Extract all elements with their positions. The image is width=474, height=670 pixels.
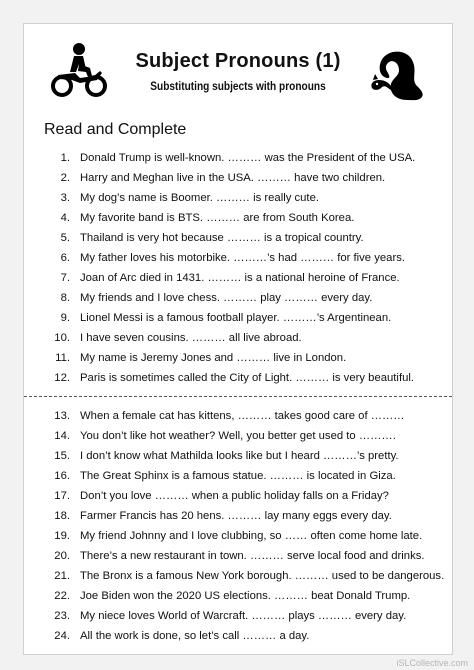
item-number: 23. bbox=[54, 610, 70, 622]
item-text: All the work is done, so let’s call ……… a day. bbox=[80, 630, 310, 642]
item-text: The Great Sphinx is a famous statue. ……… is located in Giza. bbox=[80, 470, 396, 482]
item-number: 5. bbox=[60, 232, 70, 244]
worksheet-header bbox=[24, 24, 452, 104]
exercise-item bbox=[24, 606, 452, 626]
exercise-item bbox=[24, 626, 452, 646]
exercise-item bbox=[24, 566, 452, 586]
exercise-item bbox=[24, 268, 452, 288]
exercise-item bbox=[24, 446, 452, 466]
item-number: 14. bbox=[54, 430, 70, 442]
exercise-item bbox=[24, 328, 452, 348]
item-number: 9. bbox=[60, 312, 70, 324]
item-number: 2. bbox=[60, 172, 70, 184]
item-number: 22. bbox=[54, 590, 70, 602]
item-number: 6. bbox=[60, 252, 70, 264]
item-number: 18. bbox=[54, 510, 70, 522]
item-text: Thailand is very hot because ……… is a tropical country. bbox=[80, 232, 364, 244]
item-text: You don’t like hot weather? Well, you better get used to ………. bbox=[80, 430, 396, 442]
item-text: I don’t know what Mathilda looks like but I heard ………’s pretty. bbox=[80, 450, 399, 462]
item-text: I have seven cousins. ……… all live abroad. bbox=[80, 332, 302, 344]
exercise-item bbox=[24, 168, 452, 188]
exercise-item bbox=[24, 348, 452, 368]
exercise-item bbox=[24, 406, 452, 426]
exercise-item bbox=[24, 526, 452, 546]
item-text: Harry and Meghan live in the USA. ……… have two children. bbox=[80, 172, 386, 184]
exercise-item bbox=[24, 308, 452, 328]
item-number: 21. bbox=[54, 570, 70, 582]
item-text: My dog’s name is Boomer. ……… is really cute. bbox=[80, 192, 319, 204]
exercise-item bbox=[24, 546, 452, 566]
exercise-item bbox=[24, 188, 452, 208]
item-number: 12. bbox=[54, 372, 70, 384]
worksheet bbox=[23, 23, 453, 655]
item-number: 16. bbox=[54, 470, 70, 482]
item-text: Joe Biden won the 2020 US elections. ……… beat Donald Trump. bbox=[80, 590, 411, 602]
item-text: My friends and I love chess. ……… play ……… every day. bbox=[80, 292, 373, 304]
item-number: 11. bbox=[55, 352, 70, 364]
item-text: Lionel Messi is a famous football player. ………’s Argentinean. bbox=[80, 312, 392, 324]
worksheet-subtitle: Substituting subjects with pronouns bbox=[150, 81, 326, 93]
exercise-item bbox=[24, 426, 452, 446]
item-number: 4. bbox=[60, 212, 70, 224]
exercise-item bbox=[24, 228, 452, 248]
exercise-item bbox=[24, 288, 452, 308]
item-number: 24. bbox=[54, 630, 70, 642]
item-number: 13. bbox=[54, 410, 70, 422]
exercise-item bbox=[24, 466, 452, 486]
item-number: 19. bbox=[54, 530, 70, 542]
exercise-item bbox=[24, 248, 452, 268]
section-divider bbox=[24, 396, 452, 397]
item-number: 1. bbox=[60, 152, 70, 164]
exercise-item bbox=[24, 208, 452, 228]
item-text: My name is Jeremy Jones and ……… live in London. bbox=[80, 352, 347, 364]
item-text: My favorite band is BTS. ……… are from South Korea. bbox=[80, 212, 355, 224]
item-text: The Bronx is a famous New York borough. ……… used to be dangerous. bbox=[80, 570, 445, 582]
exercise-item bbox=[24, 368, 452, 388]
instructions-heading: Read and Complete bbox=[44, 121, 187, 138]
item-text: Donald Trump is well-known. ……… was the President of the USA. bbox=[80, 152, 416, 164]
item-text: My friend Johnny and I love clubbing, so …… often come home late. bbox=[80, 530, 423, 542]
item-text: Farmer Francis has 20 hens. ……… lay many eggs every day. bbox=[80, 510, 392, 522]
item-text: Paris is sometimes called the City of Light. ……… is very beautiful. bbox=[80, 372, 415, 384]
exercise-item bbox=[24, 506, 452, 526]
item-number: 7. bbox=[60, 272, 70, 284]
item-number: 10. bbox=[54, 332, 70, 344]
worksheet-title: Subject Pronouns (1) bbox=[135, 50, 341, 72]
item-text: Don’t you love ……… when a public holiday falls on a Friday? bbox=[80, 490, 389, 502]
exercise-item bbox=[24, 486, 452, 506]
exercise-item bbox=[24, 586, 452, 606]
item-number: 20. bbox=[54, 550, 70, 562]
item-number: 15. bbox=[54, 450, 70, 462]
item-number: 3. bbox=[60, 192, 70, 204]
item-text: My niece loves World of Warcraft. ……… plays ……… every day. bbox=[80, 610, 407, 622]
item-text: When a female cat has kittens, ……… takes good care of ……… bbox=[80, 410, 405, 422]
item-number: 17. bbox=[54, 490, 70, 502]
item-text: Joan of Arc died in 1431. ……… is a national heroine of France. bbox=[80, 272, 400, 284]
watermark-footer: iSLCollective.com bbox=[396, 658, 468, 668]
exercise-item bbox=[24, 148, 452, 168]
item-text: My father loves his motorbike. ………’s had ……… for five years. bbox=[80, 252, 405, 264]
item-text: There’s a new restaurant in town. ……… serve local food and drinks. bbox=[80, 550, 425, 562]
item-number: 8. bbox=[60, 292, 70, 304]
